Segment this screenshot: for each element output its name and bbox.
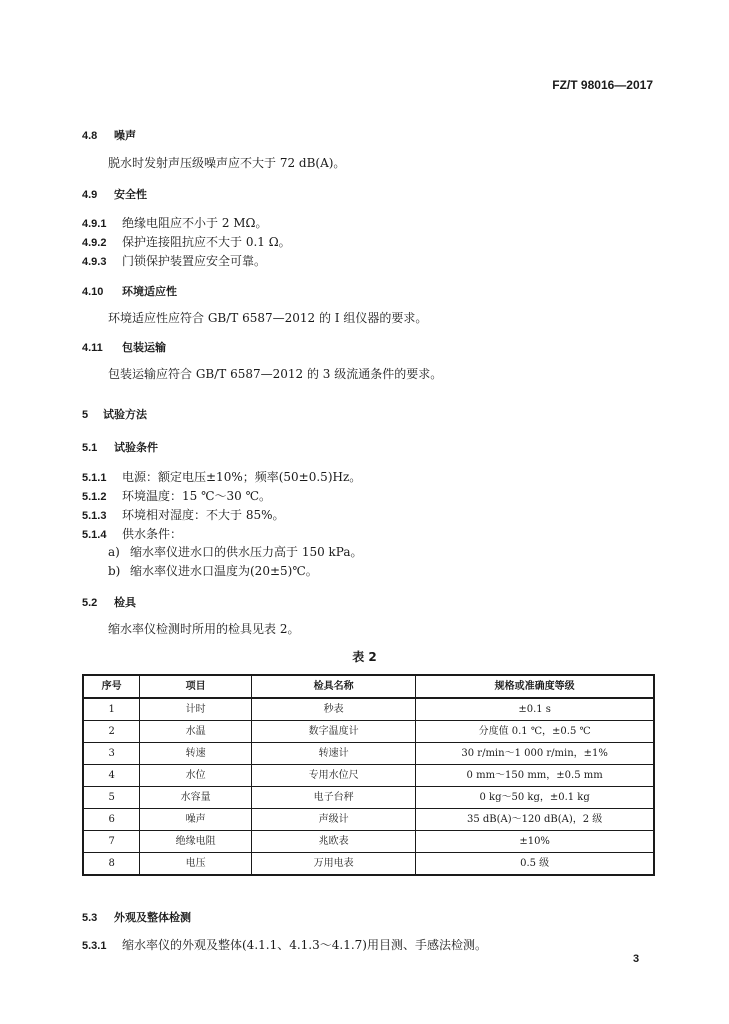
section-4-9-heading [82, 183, 147, 202]
section-number: 4.10 [82, 286, 104, 298]
list-text: 缩水率仪进水口温度为(20±5)℃。 [130, 564, 318, 578]
cell-serial: 3 [83, 743, 140, 765]
clause-number: 5.3.1 [82, 940, 107, 952]
clause-text: 门锁保护装置应安全可靠。 [122, 254, 267, 268]
clause-5-1-4 [82, 523, 182, 542]
cell-item: 电压 [140, 853, 252, 876]
cell-item: 绝缘电阻 [140, 831, 252, 853]
section-title: 安全性 [114, 188, 147, 201]
section-number: 4.11 [82, 342, 103, 354]
cell-item: 噪声 [140, 809, 252, 831]
section-4-8-heading [82, 124, 136, 143]
table-row [83, 743, 654, 765]
clause-5-1-1 [82, 466, 361, 485]
section-number: 5.3 [82, 912, 98, 924]
table-caption: 表 2 [352, 650, 377, 664]
clause-number: 5.1.4 [82, 529, 107, 541]
cell-spec: 0 mm～150 mm，±0.5 mm [416, 765, 654, 787]
table-row [83, 787, 654, 809]
clause-text: 供水条件： [122, 527, 183, 541]
section-5-2-text: 缩水率仪检测时所用的检具见表 2。 [108, 622, 300, 636]
cell-spec: ±10% [416, 831, 654, 853]
cell-spec: 30 r/min～1 000 r/min，±1% [416, 743, 654, 765]
header-instrument: 检具名称 [251, 675, 415, 698]
section-title: 试验条件 [114, 441, 158, 454]
cell-instrument: 电子台秤 [251, 787, 415, 809]
section-title: 噪声 [114, 129, 136, 142]
section-number: 4.8 [82, 130, 98, 142]
table-row [83, 721, 654, 743]
clause-text: 保护连接阻抗应不大于 0.1 Ω。 [122, 235, 291, 249]
section-5-1-heading [82, 436, 158, 455]
cell-spec: 0.5 级 [416, 853, 654, 876]
section-5-2-heading [82, 591, 136, 610]
cell-instrument: 秒表 [251, 698, 415, 721]
clause-4-9-2 [82, 231, 291, 250]
header-serial: 序号 [83, 675, 140, 698]
cell-item: 计时 [140, 698, 252, 721]
cell-serial: 2 [83, 721, 140, 743]
cell-spec: 35 dB(A)～120 dB(A)，2 级 [416, 809, 654, 831]
clause-number: 5.1.1 [82, 472, 107, 484]
equipment-table [82, 674, 655, 876]
table-row [83, 831, 654, 853]
cell-serial: 4 [83, 765, 140, 787]
section-4-8-text: 脱水时发射声压级噪声应不大于 72 dB(A)。 [108, 156, 346, 170]
clause-5-1-3 [82, 504, 285, 523]
section-title: 环境适应性 [122, 285, 177, 298]
cell-spec: ±0.1 s [416, 698, 654, 721]
cell-spec: 0 kg～50 kg，±0.1 kg [416, 787, 654, 809]
clause-5-3-1 [82, 934, 487, 953]
clause-number: 5.1.3 [82, 510, 107, 522]
table-row [83, 853, 654, 876]
clause-4-9-1 [82, 212, 268, 231]
clause-text: 绝缘电阻应不小于 2 MΩ。 [122, 216, 268, 230]
section-4-11-heading [82, 336, 166, 355]
list-item-b [108, 562, 318, 579]
section-title: 包装运输 [122, 341, 166, 354]
cell-item: 转速 [140, 743, 252, 765]
page-number: 3 [633, 953, 640, 965]
cell-serial: 7 [83, 831, 140, 853]
clause-4-9-3 [82, 250, 266, 269]
cell-item: 水位 [140, 765, 252, 787]
cell-instrument: 万用电表 [251, 853, 415, 876]
section-number: 5.1 [82, 442, 98, 454]
table-row [83, 809, 654, 831]
clause-number: 4.9.2 [82, 237, 107, 249]
chapter-number: 5 [82, 409, 89, 421]
cell-item: 水温 [140, 721, 252, 743]
cell-instrument: 声级计 [251, 809, 415, 831]
table-row [83, 698, 654, 721]
clause-text: 缩水率仪的外观及整体(4.1.1、4.1.3～4.1.7)用目测、手感法检测。 [122, 938, 487, 952]
section-number: 4.9 [82, 189, 98, 201]
cell-instrument: 数字温度计 [251, 721, 415, 743]
cell-serial: 5 [83, 787, 140, 809]
list-item-a [108, 543, 363, 560]
section-4-11-text: 包装运输应符合 GB/T 6587—2012 的 3 级流通条件的要求。 [108, 367, 443, 381]
section-title: 检具 [114, 596, 136, 609]
cell-serial: 1 [83, 698, 140, 721]
table-row [83, 765, 654, 787]
clause-text: 环境温度：15 ℃～30 ℃。 [122, 489, 272, 503]
header-item: 项目 [140, 675, 252, 698]
chapter-5-heading [82, 403, 147, 422]
clause-number: 5.1.2 [82, 491, 107, 503]
section-4-10-text: 环境适应性应符合 GB/T 6587—2012 的 Ⅰ 组仪器的要求。 [108, 311, 428, 325]
clause-5-1-2 [82, 485, 271, 504]
standard-number: FZ/T 98016—2017 [552, 78, 653, 92]
chapter-title: 试验方法 [103, 408, 147, 421]
cell-instrument: 兆欧表 [251, 831, 415, 853]
section-number: 5.2 [82, 597, 98, 609]
clause-text: 电源：额定电压±10%；频率(50±0.5)Hz。 [122, 470, 362, 484]
clause-number: 4.9.3 [82, 256, 107, 268]
cell-item: 水容量 [140, 787, 252, 809]
list-label: b) [108, 564, 121, 578]
cell-serial: 6 [83, 809, 140, 831]
list-text: 缩水率仪进水口的供水压力高于 150 kPa。 [130, 545, 363, 559]
cell-instrument: 专用水位尺 [251, 765, 415, 787]
section-5-3-heading [82, 906, 191, 925]
cell-serial: 8 [83, 853, 140, 876]
list-label: a) [108, 545, 120, 559]
cell-instrument: 转速计 [251, 743, 415, 765]
section-title: 外观及整体检测 [114, 911, 191, 924]
header-spec: 规格或准确度等级 [416, 675, 654, 698]
clause-number: 4.9.1 [82, 218, 107, 230]
section-4-10-heading [82, 280, 177, 299]
table-header-row [83, 675, 654, 698]
clause-text: 环境相对湿度：不大于 85%。 [122, 508, 285, 522]
cell-spec: 分度值 0.1 ℃，±0.5 ℃ [416, 721, 654, 743]
